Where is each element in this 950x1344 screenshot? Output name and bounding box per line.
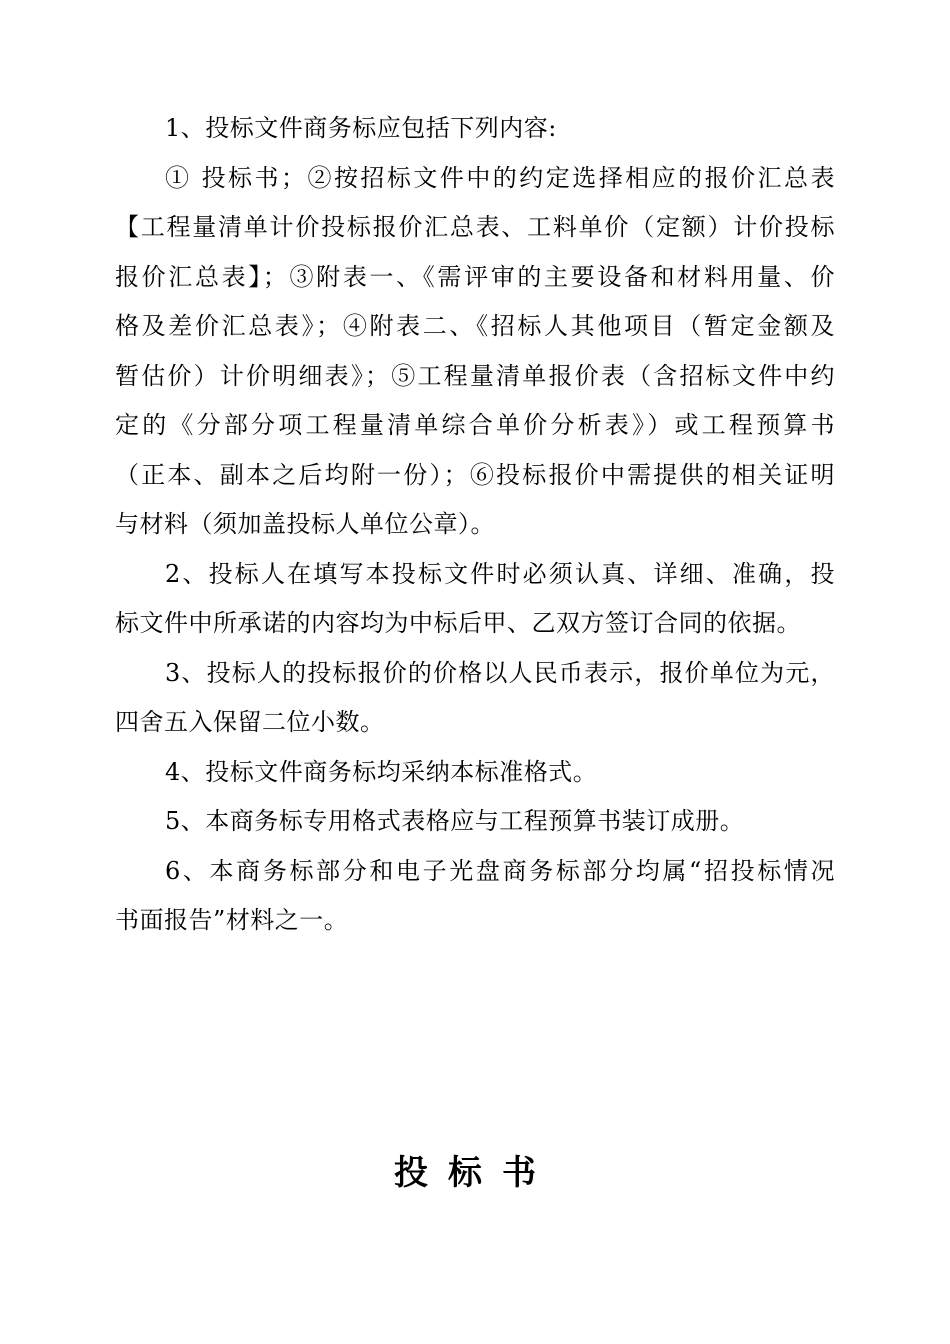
item-1-paragraph [115,104,835,154]
text-line: 暂估价）计价明细表》；⑤工程量清单报价表（含招标文件中约 [115,361,835,390]
text-line: 1、投标文件商务标应包括下列内容: [165,114,557,142]
text-line: 3、投标人的投标报价的价格以人民币表示，报价单位为元， [165,658,835,687]
text-line: 6、本商务标部分和电子光盘商务标部分均属“招投标情况 [165,856,835,885]
text-line: 报价汇总表】；③附表一、《需评审的主要设备和材料用量、价 [115,262,835,291]
item-1-contents-paragraph [115,154,835,550]
text-line: 【工程量清单计价投标报价汇总表、工料单价（定额）计价投标 [115,213,835,241]
text-line: 书面报告”材料之一。 [115,906,349,934]
text-line: 四舍五入保留二位小数。 [115,708,385,736]
text-line: 格及差价汇总表》；④附表二、《招标人其他项目（暂定金额及 [115,312,835,340]
text-line: 定的《分部分项工程量清单综合单价分析表》）或工程预算书 [115,411,835,439]
text-line: ① 投标书；②按招标文件中的约定选择相应的报价汇总表 [165,163,835,192]
text-line: 5、本商务标专用格式表格应与工程预算书装订成册。 [165,807,745,835]
document-body [115,104,835,946]
item-2-paragraph [115,550,835,649]
item-6-paragraph [115,847,835,946]
text-line: 4、投标文件商务标均采纳本标准格式。 [165,757,598,786]
text-line: 标文件中所承诺的内容均为中标后甲、乙双方签订合同的依据。 [115,609,801,637]
item-3-paragraph [115,649,835,748]
item-4-paragraph [115,748,835,798]
text-line: 2、投标人在填写本投标文件时必须认真、详细、准确，投 [165,559,835,588]
text-line: （正本、副本之后均附一份）；⑥投标报价中需提供的相关证明 [115,460,835,489]
item-5-paragraph [115,797,835,847]
section-title: 投标书 [394,1153,556,1193]
text-line: 与材料（须加盖投标人单位公章）。 [115,510,495,538]
